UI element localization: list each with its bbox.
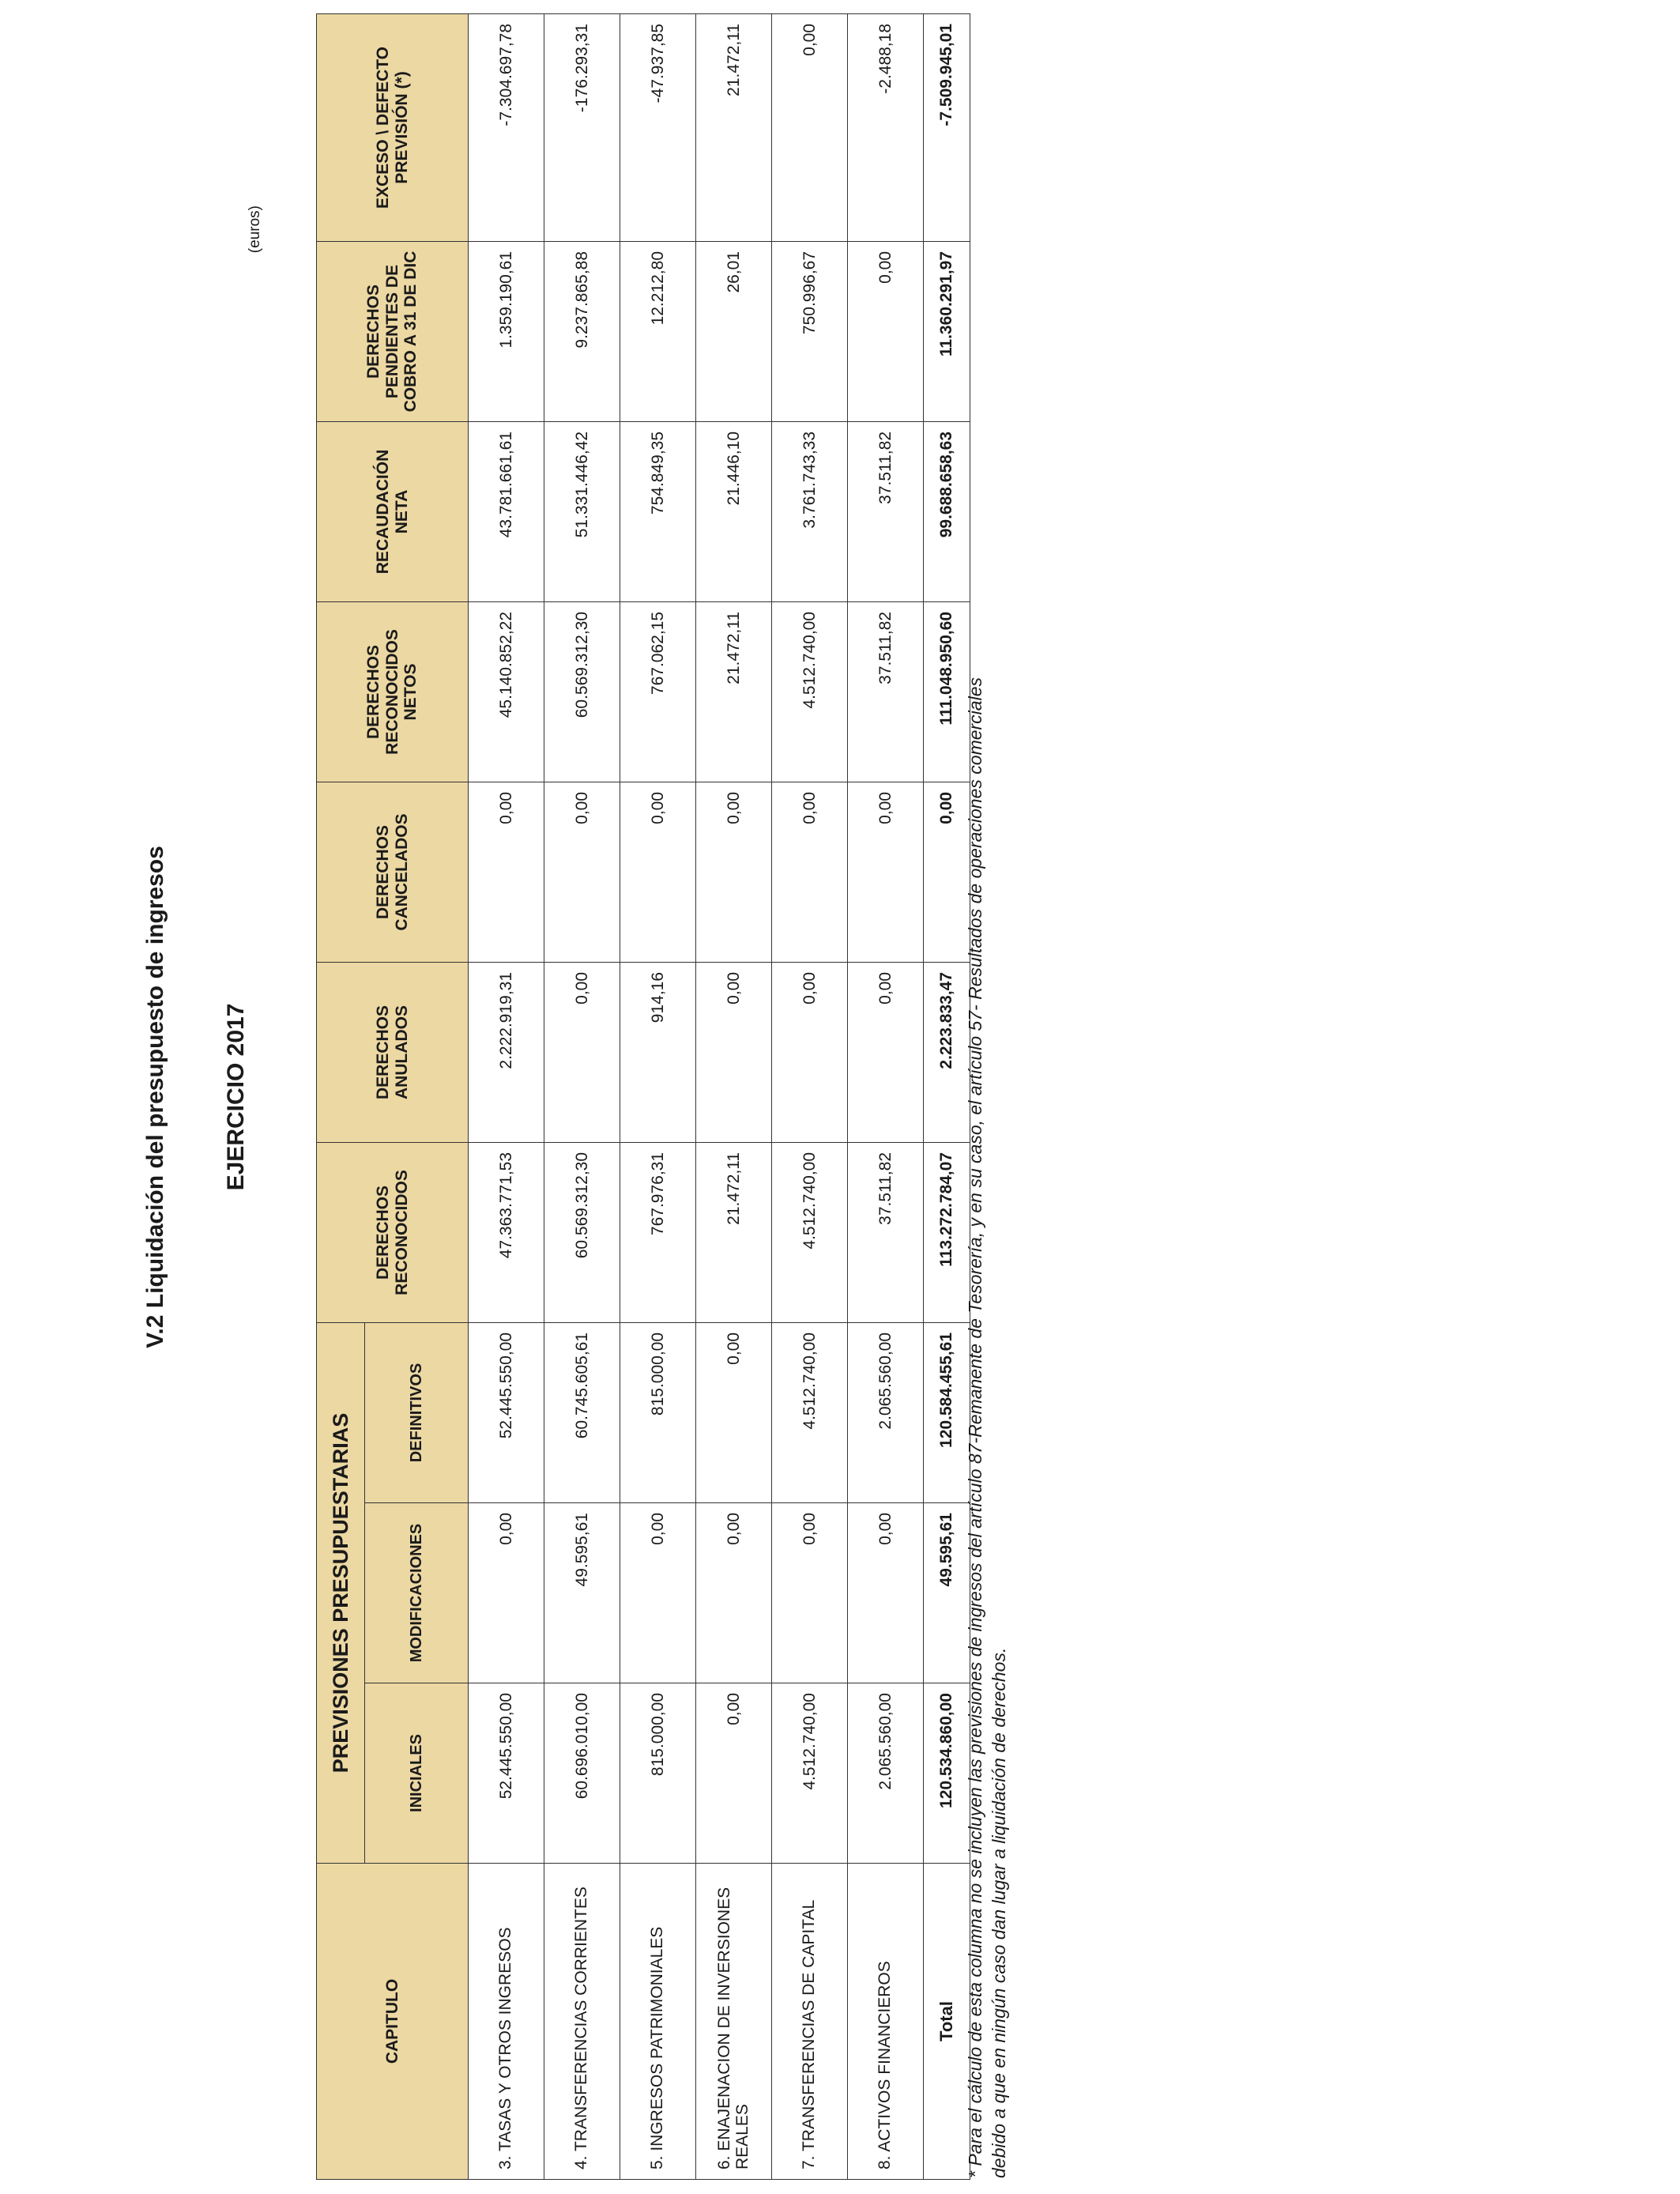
cell-pendientes: 0,00 [848,241,924,421]
cell-iniciales: 4.512.740,00 [772,1683,848,1864]
cell-recaudacion: 754.849,35 [620,421,696,601]
cell-anulados: 0,00 [544,962,620,1142]
cell-reconocidos: 47.363.771,53 [469,1142,544,1322]
row-capitulo: 7. TRANSFERENCIAS DE CAPITAL [772,1864,848,2180]
cell-iniciales: 52.445.550,00 [469,1683,544,1864]
total-recaudacion: 99.688.658,63 [924,421,970,601]
cell-netos: 767.062,15 [620,601,696,782]
cell-exceso: 21.472,11 [696,13,772,241]
cell-cancelados: 0,00 [848,782,924,962]
table-row [469,13,544,2179]
cell-anulados: 2.222.919,31 [469,962,544,1142]
cell-cancelados: 0,00 [544,782,620,962]
table-row [620,13,696,2179]
cell-iniciales: 60.696.010,00 [544,1683,620,1864]
cell-netos: 21.472,11 [696,601,772,782]
table-row [848,13,924,2179]
total-reconocidos: 113.272.784,07 [924,1142,970,1322]
cell-reconocidos: 37.511,82 [848,1142,924,1322]
cell-modificaciones: 0,00 [469,1503,544,1683]
total-netos: 111.048.950,60 [924,601,970,782]
cell-modificaciones: 0,00 [772,1503,848,1683]
table-row [696,13,772,2179]
row-capitulo: 3. TASAS Y OTROS INGRESOS [469,1864,544,2180]
cell-definitivos: 815.000,00 [620,1322,696,1502]
cell-iniciales: 0,00 [696,1683,772,1864]
cell-anulados: 0,00 [772,962,848,1142]
col-header-derechos-reconocidos-netos: DERECHOS RECONOCIDOS NETOS [317,601,469,782]
cell-pendientes: 750.996,67 [772,241,848,421]
cell-reconocidos: 21.472,11 [696,1142,772,1322]
income-budget-table [316,13,970,2180]
cell-exceso: -47.937,85 [620,13,696,241]
col-group-previsiones: PREVISIONES PRESUPUESTARIAS [317,1322,365,1863]
cell-cancelados: 0,00 [772,782,848,962]
cell-recaudacion: 51.331.446,42 [544,421,620,601]
cell-modificaciones: 0,00 [620,1503,696,1683]
cell-definitivos: 2.065.560,00 [848,1322,924,1502]
cell-definitivos: 4.512.740,00 [772,1322,848,1502]
cell-cancelados: 0,00 [469,782,544,962]
total-cancelados: 0,00 [924,782,970,962]
cell-reconocidos: 60.569.312,30 [544,1142,620,1322]
cell-iniciales: 2.065.560,00 [848,1683,924,1864]
cell-definitivos: 52.445.550,00 [469,1322,544,1502]
cell-recaudacion: 3.761.743,33 [772,421,848,601]
total-anulados: 2.223.833,47 [924,962,970,1142]
cell-anulados: 914,16 [620,962,696,1142]
row-capitulo: 8. ACTIVOS FINANCIEROS [848,1864,924,2180]
currency-unit: (euros) [247,205,263,254]
cell-modificaciones: 49.595,61 [544,1503,620,1683]
total-pendientes: 11.360.291,97 [924,241,970,421]
cell-pendientes: 26,01 [696,241,772,421]
cell-exceso: -7.304.697,78 [469,13,544,241]
table-row [544,13,620,2179]
total-label: Total [924,1864,970,2180]
cell-modificaciones: 0,00 [848,1503,924,1683]
cell-definitivos: 60.745.605,61 [544,1322,620,1502]
col-header-modificaciones: MODIFICACIONES [365,1503,469,1683]
cell-exceso: -2.488,18 [848,13,924,241]
cell-anulados: 0,00 [848,962,924,1142]
table-row [772,13,848,2179]
row-capitulo: 4. TRANSFERENCIAS CORRIENTES [544,1864,620,2180]
col-header-derechos-pendientes: DERECHOS PENDIENTES DE COBRO A 31 DE DIC [317,241,469,421]
cell-netos: 4.512.740,00 [772,601,848,782]
cell-recaudacion: 43.781.661,61 [469,421,544,601]
cell-reconocidos: 4.512.740,00 [772,1142,848,1322]
cell-exceso: -176.293,31 [544,13,620,241]
total-row [924,13,970,2179]
fiscal-year-heading: EJERCICIO 2017 [223,1003,249,1191]
col-header-derechos-cancelados: DERECHOS CANCELADOS [317,782,469,962]
cell-recaudacion: 37.511,82 [848,421,924,601]
row-capitulo: 6. ENAJENACION DE INVERSIONES REALES [696,1864,772,2180]
cell-cancelados: 0,00 [696,782,772,962]
col-header-definitivos: DEFINITIVOS [365,1322,469,1502]
total-modificaciones: 49.595,61 [924,1503,970,1683]
total-iniciales: 120.534.860,00 [924,1683,970,1864]
col-header-capitulo: CAPITULO [317,1864,469,2180]
cell-anulados: 0,00 [696,962,772,1142]
cell-iniciales: 815.000,00 [620,1683,696,1864]
cell-definitivos: 0,00 [696,1322,772,1502]
page-title: V.2 Liquidación del presupuesto de ingresos [142,846,168,1348]
footnote: * Para el cálculo de esta columna no se incluyen las previsiones de ingresos del artículo 87-Remanente de Tesorería, y en su caso, el artículo 57- Resultados de operaciones comerciales debido a que en ningún caso dan lugar a liquidación de derechos. [965,677,1009,2178]
total-exceso: -7.509.945,01 [924,13,970,241]
col-header-recaudacion-neta: RECAUDACIÓN NETA [317,421,469,601]
cell-pendientes: 12.212,80 [620,241,696,421]
total-definitivos: 120.584.455,61 [924,1322,970,1502]
col-header-derechos-anulados: DERECHOS ANULADOS [317,962,469,1142]
col-header-derechos-reconocidos: DERECHOS RECONOCIDOS [317,1142,469,1322]
cell-netos: 37.511,82 [848,601,924,782]
cell-cancelados: 0,00 [620,782,696,962]
col-header-iniciales: INICIALES [365,1683,469,1864]
cell-pendientes: 1.359.190,61 [469,241,544,421]
cell-pendientes: 9.237.865,88 [544,241,620,421]
cell-recaudacion: 21.446,10 [696,421,772,601]
cell-netos: 45.140.852,22 [469,601,544,782]
col-header-exceso-defecto: EXCESO \ DEFECTO PREVISIÓN (*) [317,13,469,241]
cell-netos: 60.569.312,30 [544,601,620,782]
cell-exceso: 0,00 [772,13,848,241]
cell-reconocidos: 767.976,31 [620,1142,696,1322]
row-capitulo: 5. INGRESOS PATRIMONIALES [620,1864,696,2180]
cell-modificaciones: 0,00 [696,1503,772,1683]
